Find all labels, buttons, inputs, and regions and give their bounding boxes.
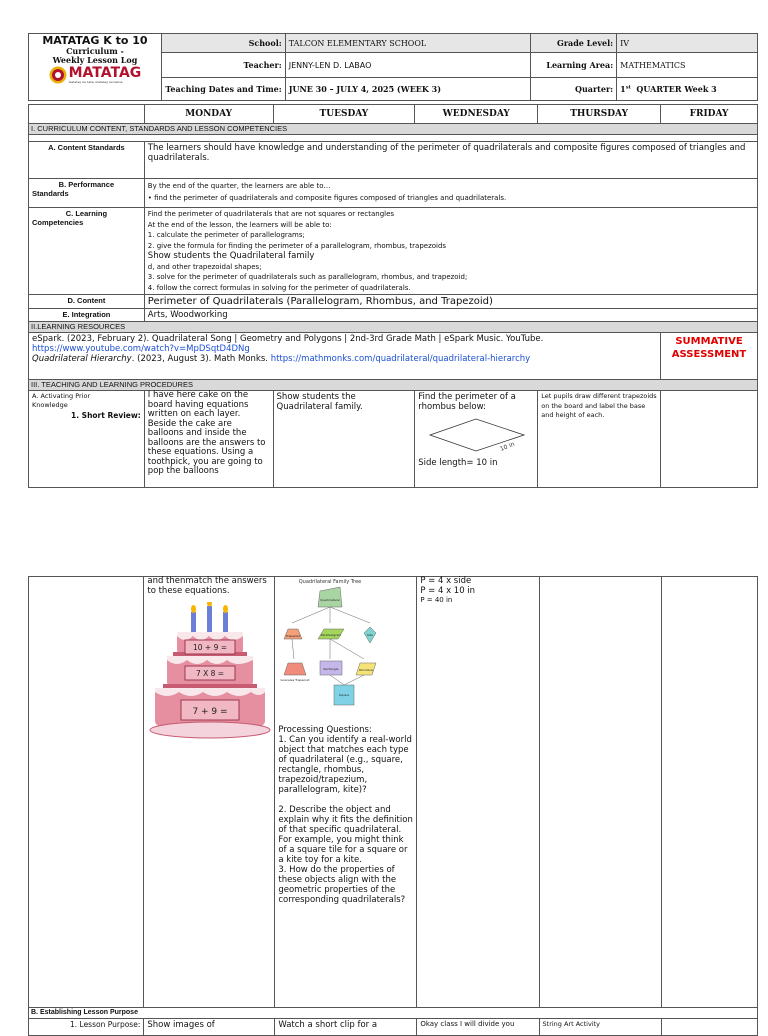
- reference-2-title: Quadrilateral Hierarchy: [32, 354, 132, 364]
- tree-node-rectangle: Rectangle: [323, 667, 339, 671]
- day-tuesday: TUESDAY: [273, 105, 415, 124]
- form-subtitle-2: Weekly Lesson Log: [52, 55, 138, 65]
- processing-question-1: 1. Can you identify a real-world object that matches each type of quadrilateral (e.g., square, rectangle, rhombus, trapezoid/trapezium, parallelogram, kite)?: [278, 735, 412, 795]
- day-wednesday: WEDNESDAY: [415, 105, 538, 124]
- establishing-purpose-heading: B. Establishing Lesson Purpose: [29, 1008, 758, 1019]
- lesson-purpose-label: 1. Lesson Purpose:: [29, 1019, 144, 1036]
- thursday-review: Let pupils draw different trapezoids on the board and label the base and height of each.: [538, 391, 661, 488]
- competencies-label: [29, 208, 145, 295]
- area-label: Learning Area:: [531, 53, 617, 78]
- summative-cell: [661, 333, 758, 380]
- competency-line: 3. solve for the perimeter of quadrilaterals such as parallelogram, rhombus, and trapezoid;: [147, 273, 468, 281]
- processing-questions: [278, 725, 413, 905]
- integration-label: E. Integration: [29, 309, 145, 322]
- days-row: [29, 105, 758, 124]
- spacer-row: [29, 135, 758, 142]
- references-cell: [29, 333, 661, 380]
- rhombus-figure: [418, 415, 528, 455]
- school-label: School:: [161, 34, 285, 53]
- short-review-label: 1. Short Review:: [70, 411, 141, 420]
- quarter-suffix: st: [625, 84, 631, 91]
- section-3-heading: III. TEACHING AND LEARNING PROCEDURES: [29, 380, 758, 391]
- content-standards-label: A. Content Standards: [29, 142, 145, 179]
- monday-review: I have here cake on the board having equations written on each layer. Beside the cake are balloons and inside the balloons are the answers to these equations. Using a toothpick, you are going to pop the balloons: [144, 391, 273, 488]
- tree-node-isosceles-trapezoid: Isosceles Trapezoid: [280, 678, 310, 682]
- performance-label-1: B. Performance: [58, 180, 115, 189]
- friday-continued: [661, 577, 757, 1008]
- performance-standards-label: [29, 179, 145, 208]
- deped-seal-icon: [49, 66, 67, 84]
- form-subtitle: Curriculum -: [66, 46, 124, 56]
- tuesday-continued: [275, 577, 417, 1008]
- teacher-value: JENNY-LEN D. LABAO: [285, 53, 531, 78]
- day-friday: FRIDAY: [661, 105, 758, 124]
- activating-label-1: A. Activating Prior: [32, 392, 91, 400]
- cake-equation-1: 10 + 9 =: [193, 643, 228, 652]
- performance-standards-text: [144, 179, 757, 208]
- processing-question-3: 3. How do the properties of these objects align with the geometric properties of the corresponding quadrilaterals?: [278, 865, 406, 905]
- competencies-label-2: Competencies: [32, 218, 84, 227]
- tree-node-trapezoid: Trapezoid: [286, 634, 301, 638]
- competencies-label-1: C. Learning: [65, 209, 108, 218]
- competency-line: 2. give the formula for finding the perimeter of a parallelogram, rhombus, trapezoids: [147, 241, 447, 250]
- lesson-purpose-monday: Show images of: [144, 1019, 275, 1036]
- monday-continued-text: and thenmatch the answers to these equations.: [147, 576, 267, 596]
- competency-line: At the end of the lesson, the learners will be able to:: [147, 220, 332, 229]
- school-value: TALCON ELEMENTARY SCHOOL: [285, 34, 531, 53]
- content-text: Perimeter of Quadrilaterals (Parallelogram, Rhombus, and Trapezoid): [144, 295, 757, 309]
- processing-title: Processing Questions:: [278, 725, 372, 735]
- lesson-log-table: [28, 104, 758, 488]
- header-table: [28, 33, 758, 101]
- matatag-logo: [30, 66, 160, 84]
- tree-node-rhombus: Rhombus: [359, 668, 374, 672]
- wednesday-prompt: Find the perimeter of a rhombus below:: [418, 392, 516, 412]
- performance-line-2: • find the perimeter of quadrilaterals and composite figures composed of triangles and quadrilaterals.: [147, 194, 507, 202]
- content-standards-text: The learners should have knowledge and understanding of the perimeter of quadrilaterals and composite figures composed of triangles and quadrilaterals.: [144, 142, 757, 179]
- processing-gap: [278, 795, 413, 805]
- perimeter-formula: P = 4 x side: [420, 576, 472, 586]
- summative-label-2: ASSESSMENT: [671, 349, 747, 360]
- day-thursday: THURSDAY: [538, 105, 661, 124]
- wednesday-review: [415, 391, 538, 488]
- logo-tagline: matatag na bata, matatag na bansa: [68, 80, 123, 84]
- reference-1-link[interactable]: https://www.youtube.com/watch?v=MpDSqtD4DNg: [32, 344, 250, 354]
- rhombus-side-label: 10 in: [499, 440, 516, 453]
- dates-label: Teaching Dates and Time:: [161, 78, 285, 101]
- competency-line: 1. calculate the perimeter of parallelograms;: [147, 231, 305, 239]
- form-title: MATATAG K to 10: [42, 34, 148, 47]
- side-length-text: Side length= 10 in: [418, 458, 498, 468]
- quarter-number: 1: [620, 84, 626, 94]
- monday-continued: [144, 577, 275, 1008]
- lesson-purpose-thursday: String Art Activity: [539, 1019, 661, 1036]
- activating-label-2: Knowledge: [32, 401, 68, 409]
- lesson-purpose-tuesday: Watch a short clip for a: [275, 1019, 417, 1036]
- competency-line: Show students the Quadrilateral family: [147, 251, 315, 261]
- cake-equation-2: 7 X 8 =: [196, 669, 225, 678]
- lesson-purpose-friday: [661, 1019, 757, 1036]
- days-blank: [29, 105, 145, 124]
- content-label: D. Content: [29, 295, 145, 309]
- cake-equation-3: 7 + 9 =: [192, 707, 228, 717]
- reference-2-link[interactable]: https://mathmonks.com/quadrilateral/quadrilateral-hierarchy: [270, 354, 531, 364]
- tree-node-kite: Kite: [367, 633, 374, 637]
- logo-cell: [29, 34, 162, 101]
- competency-line: 4. follow the correct formulas in solving for the perimeter of quadrilaterals.: [147, 283, 411, 292]
- processing-question-2: 2. Describe the object and explain why it fits the definition of that specific quadrilateral. For example, you might think of a square tile for a square or a kite toy for a kite.: [278, 805, 413, 865]
- lesson-log-table-page-2: [28, 576, 758, 1036]
- teacher-label: Teacher:: [161, 53, 285, 78]
- grade-value: IV: [617, 34, 758, 53]
- integration-text: Arts, Woodworking: [144, 309, 757, 322]
- wednesday-continued: [417, 577, 539, 1008]
- tree-node-square: Square: [339, 693, 350, 697]
- quarter-value: [617, 78, 758, 101]
- tree-node-parallelogram: Parallelogram: [321, 633, 342, 637]
- perimeter-substitution: P = 4 x 10 in: [420, 585, 476, 596]
- reference-2-text: . (2023, August 3). Math Monks.: [131, 354, 271, 364]
- section-1-heading: I. CURRICULUM CONTENT, STANDARDS AND LESSON COMPETENCIES: [29, 124, 758, 135]
- competency-line: d, and other trapezoidal shapes;: [147, 262, 262, 271]
- page2-label-cell: [29, 577, 144, 1008]
- lesson-purpose-wednesday: Okay class I will divide you: [417, 1019, 539, 1036]
- thursday-continued: [539, 577, 661, 1008]
- area-value: MATHEMATICS: [617, 53, 758, 78]
- logo-wordmark: MATATAG: [68, 65, 142, 81]
- tree-node-quadrilateral: Quadrilateral: [320, 598, 341, 602]
- performance-label-2: Standards: [32, 189, 69, 198]
- day-monday: MONDAY: [144, 105, 273, 124]
- dates-value: JUNE 30 – JULY 4, 2025 (WEEK 3): [285, 78, 531, 101]
- competency-line: Find the perimeter of quadrilaterals that are not squares or rectangles: [147, 210, 395, 218]
- activating-label: [29, 391, 145, 488]
- perimeter-answer: P = 40 in: [420, 596, 453, 604]
- performance-line-1: By the end of the quarter, the learners are able to…: [147, 182, 331, 190]
- quadrilateral-family-tree: [278, 577, 408, 719]
- reference-2: [32, 354, 657, 364]
- quarter-label: Quarter:: [531, 78, 617, 101]
- grade-label: Grade Level:: [531, 34, 617, 53]
- competencies-text: [144, 208, 757, 295]
- summative-label-1: SUMMATIVE: [675, 336, 743, 347]
- quarter-week: QUARTER Week 3: [636, 84, 717, 94]
- friday-review: [661, 391, 758, 488]
- birthday-cake-image: [147, 602, 271, 742]
- reference-1: eSpark. (2023, February 2). Quadrilateral Song | Geometry and Polygons | 2nd-3rd Grade Math | eSpark Music. YouTube.: [32, 334, 544, 344]
- tree-title: Quadrilateral Family Tree: [299, 579, 362, 585]
- tuesday-review: Show students the Quadrilateral family.: [273, 391, 415, 488]
- section-2-heading: II.LEARNING RESOURCES: [29, 322, 758, 333]
